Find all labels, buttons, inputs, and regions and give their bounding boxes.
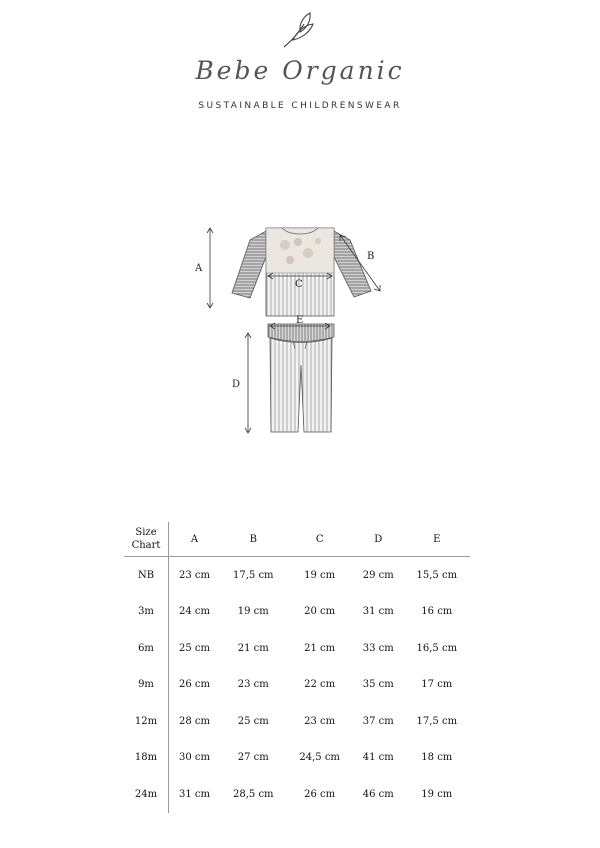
table-cell: 16 cm [421,606,453,618]
table-cell: 30 cm [179,752,211,764]
table-cell: 18 cm [421,752,453,764]
brand-tagline: SUSTAINABLE CHILDRENSWEAR [198,101,402,111]
size-label: 9m [124,667,169,704]
table-cell: 27 cm [237,752,269,764]
corner-line-size: Size [135,527,157,538]
table-row [124,557,470,594]
table-cell: 23 cm [304,715,336,727]
size-label: 6m [124,630,169,667]
table-cell: 23 cm [179,569,211,581]
table-cell: 19 cm [304,569,336,581]
label-a: A [195,263,203,274]
table-row [124,740,470,777]
shirt-illustration [232,228,371,316]
size-label: 12m [124,703,169,740]
table-cell: 37 cm [362,715,394,727]
table-cell: 46 cm [362,788,394,800]
table-cell: 16,5 cm [416,642,458,654]
measurement-a [207,228,213,308]
brand-name: Bebe Organic [195,56,405,85]
table-cell: 19 cm [421,788,453,800]
table-cell: 17,5 cm [416,715,458,727]
corner-line-chart: Chart [131,540,161,551]
table-cell: 20 cm [304,606,336,618]
table-cell: 21 cm [304,642,336,654]
table-cell: 15,5 cm [416,569,458,581]
table-cell: 26 cm [304,788,336,800]
table-cell: 23 cm [237,679,269,691]
table-cell: 26 cm [179,679,211,691]
garment-measurement-diagram [190,215,390,440]
table-cell: 41 cm [362,752,394,764]
table-row [124,594,470,631]
table-row [124,703,470,740]
column-header-d: D [353,522,404,557]
table-cell: 28,5 cm [233,788,274,800]
label-d: D [232,379,241,390]
table-row [124,776,470,813]
table-cell: 25 cm [179,642,211,654]
label-b: B [367,251,375,262]
size-label: 18m [124,740,169,777]
size-chart-header-row [124,522,470,557]
pants-illustration [268,324,334,432]
table-row [124,667,470,704]
column-header-c: C [286,522,352,557]
table-cell: 28 cm [179,715,211,727]
table-cell: 33 cm [362,642,394,654]
table-cell: 21 cm [237,642,269,654]
table-cell: 24,5 cm [299,752,340,764]
label-c: C [295,279,303,290]
table-cell: 22 cm [304,679,336,691]
table-cell: 24 cm [179,606,211,618]
table-cell: 17,5 cm [233,569,274,581]
table-cell: 19 cm [237,606,269,618]
table-cell: 35 cm [362,679,394,691]
size-chart-table [124,522,470,813]
column-header-a: A [169,522,221,557]
table-row [124,630,470,667]
label-e: E [296,315,304,326]
size-chart-corner-label [124,522,169,557]
table-cell: 29 cm [362,569,394,581]
measurement-d [245,333,251,433]
table-cell: 31 cm [179,788,211,800]
leaf-logo-icon [278,10,324,52]
column-header-e: E [404,522,470,557]
table-cell: 31 cm [362,606,394,618]
table-cell: 25 cm [237,715,269,727]
table-cell: 17 cm [421,679,453,691]
size-label: NB [124,557,169,594]
size-label: 3m [124,594,169,631]
column-header-b: B [220,522,286,557]
size-label: 24m [124,776,169,813]
